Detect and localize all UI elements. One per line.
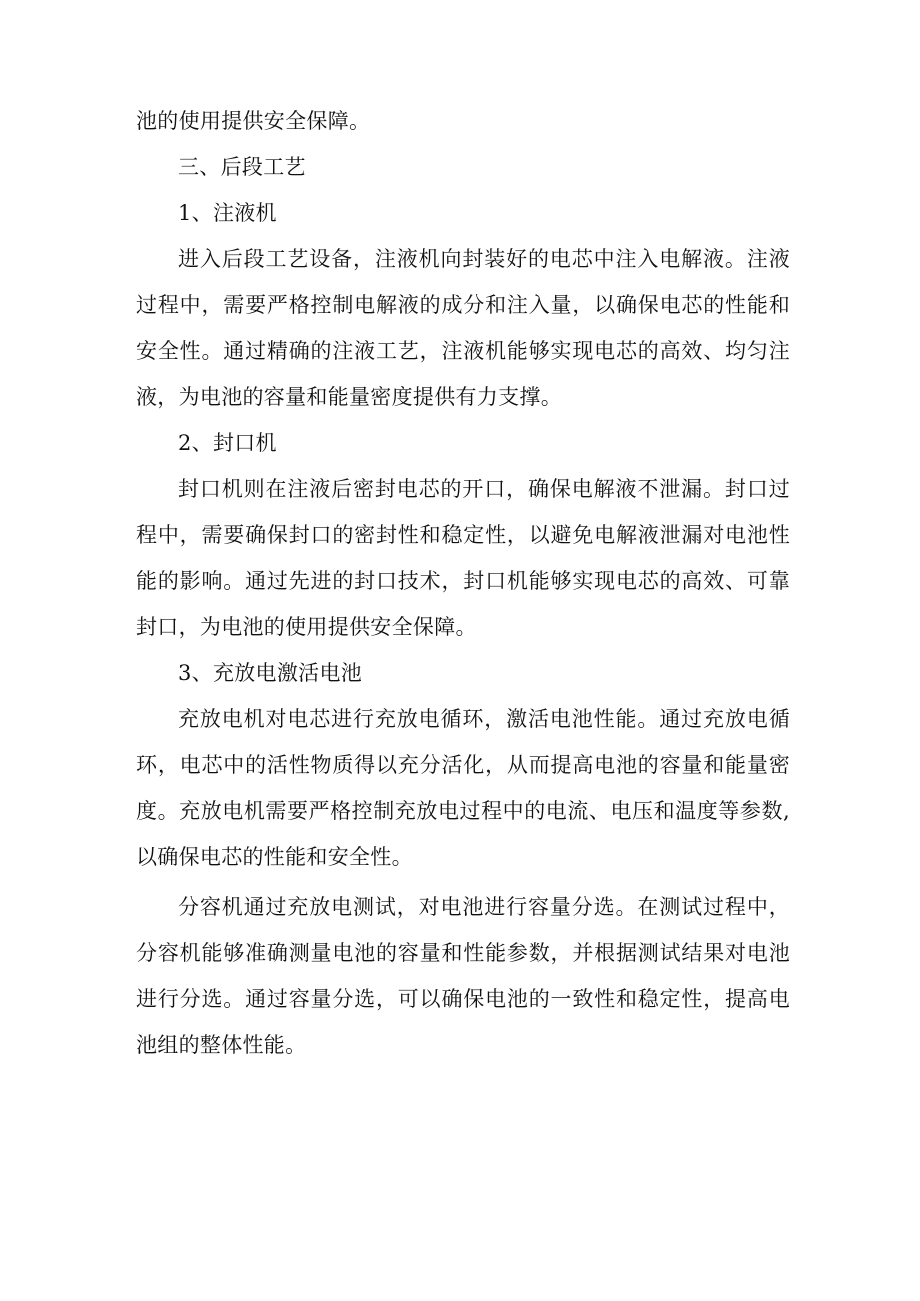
- document-page: [136, 98, 790, 1068]
- subheading-injection-machine: 1、注液机: [178, 201, 277, 225]
- subheading-sealing-machine: 2、封口机: [178, 431, 277, 455]
- paragraph-injection-machine: 进入后段工艺设备，注液机向封装好的电芯中注入电解液。注液过程中，需要严格控制电解液的成分和注入量，以确保电芯的性能和安全性。通过精确的注液工艺，注液机能够实现电芯的高效、均匀注液，为电池的容量和能量密度提供有力支撑。: [136, 247, 790, 409]
- section-heading-backend-process: 三、后段工艺: [178, 155, 306, 179]
- paragraph-formation: 充放电机对电芯进行充放电循环，激活电池性能。通过充放电循环，电芯中的活性物质得以充分活化，从而提高电池的容量和能量密度。充放电机需要严格控制充放电过程中的电流、电压和温度等参数,以确保电芯的性能和安全性。: [136, 707, 790, 869]
- paragraph-continued: 池的使用提供安全保障。: [136, 109, 371, 133]
- paragraph-sealing-machine: 封口机则在注液后密封电芯的开口，确保电解液不泄漏。封口过程中，需要确保封口的密封性和稳定性，以避免电解液泄漏对电池性能的影响。通过先进的封口技术，封口机能够实现电芯的高效、可靠封口，为电池的使用提供安全保障。: [136, 477, 790, 639]
- paragraph-grading: 分容机通过充放电测试，对电池进行容量分选。在测试过程中，分容机能够准确测量电池的容量和性能参数，并根据测试结果对电池进行分选。通过容量分选，可以确保电池的一致性和稳定性，提高电池组的整体性能。: [136, 895, 790, 1057]
- subheading-formation: 3、充放电激活电池: [178, 661, 363, 685]
